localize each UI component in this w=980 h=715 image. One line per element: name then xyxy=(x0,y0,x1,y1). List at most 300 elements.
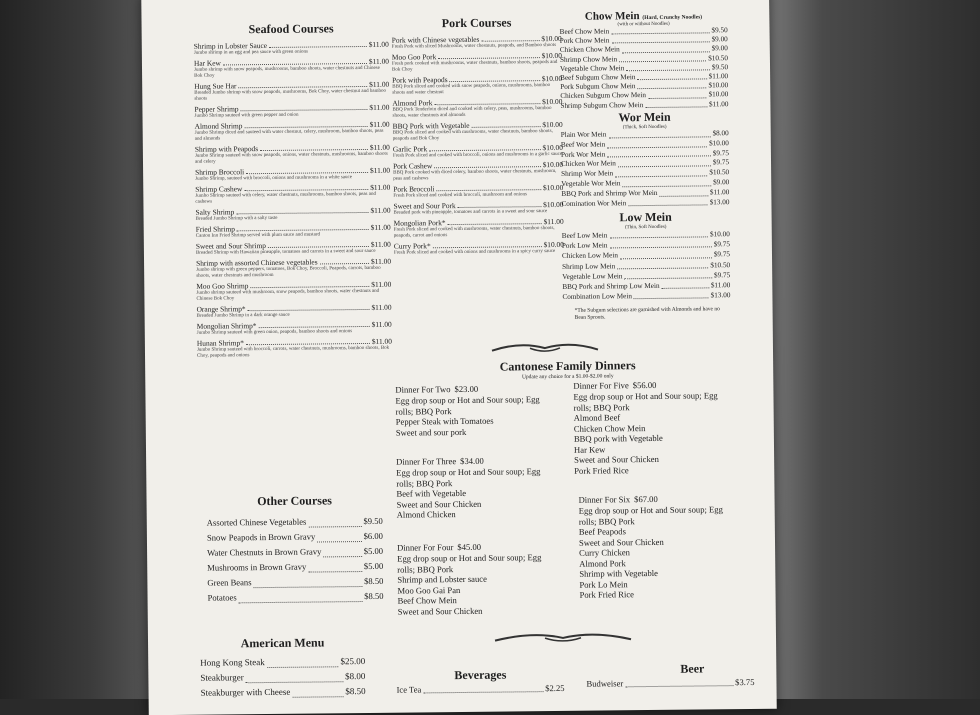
menu-item-price: $11.00 xyxy=(371,240,391,249)
menu-item-price: $11.00 xyxy=(709,72,729,81)
menu-item xyxy=(196,303,391,320)
dot-leader xyxy=(626,63,710,71)
menu-item xyxy=(561,198,729,210)
dot-leader xyxy=(268,240,369,248)
wormein-subtitle: (Thick, Soft Noodles) xyxy=(561,124,729,131)
menu-item-price: $10.00 xyxy=(544,240,564,249)
menu-item-name: Pork Low Mein xyxy=(562,241,608,252)
dinner-item: Har Kew xyxy=(574,443,737,455)
american-section xyxy=(200,635,366,701)
menu-item-price: $10.00 xyxy=(541,34,561,43)
chowmein-subtitle: (with or without Noodles) xyxy=(560,21,728,28)
menu-item-price: $11.00 xyxy=(369,80,389,89)
menu-item xyxy=(392,51,562,74)
chowmein-title-note: (Hard, Crunchy Noodles) xyxy=(642,14,702,21)
dot-leader xyxy=(253,574,362,588)
menu-item-row xyxy=(200,669,365,686)
dot-leader xyxy=(611,36,709,44)
menu-item-price: $10.00 xyxy=(542,143,562,152)
dot-leader xyxy=(648,91,707,99)
menu-item-description: Jumbo Shrimp sauteed with celery, water chestnuts, mushrooms, bamboo shoots, peas and cashews xyxy=(195,192,390,206)
menu-item xyxy=(195,120,390,143)
menu-item-name: Dinner For Three xyxy=(396,456,456,467)
menu-item-price: $10.00 xyxy=(710,229,730,239)
dot-leader xyxy=(622,178,711,187)
american-list xyxy=(200,654,365,701)
menu-item-name: Snow Peapods in Brown Gravy xyxy=(207,530,316,546)
dot-leader xyxy=(246,166,368,174)
menu-item-name: Shrimp Subgum Chow Mein xyxy=(560,101,643,111)
menu-item-price: $10.00 xyxy=(543,160,563,169)
dot-leader xyxy=(607,139,707,148)
menu-item-price: $11.00 xyxy=(372,337,392,346)
dot-leader xyxy=(246,337,370,345)
menu-item-description: Jumbo Shrimp sauteed with green pepper and onion xyxy=(194,112,389,120)
menu-item-name: Chicken Low Mein xyxy=(562,251,618,262)
menu-item-name: Pepper Shrimp xyxy=(194,104,238,113)
menu-item-name: Shrimp Low Mein xyxy=(562,261,615,272)
menu-item-name: Curry Pork* xyxy=(394,241,431,250)
menu-item-price: $10.00 xyxy=(542,120,562,129)
menu-item xyxy=(194,57,389,80)
menu-item-row xyxy=(200,684,365,701)
menu-item-price: $11.00 xyxy=(710,188,730,198)
menu-item-name: Sweet and Sour Shrimp xyxy=(196,241,266,251)
dinner-item: Beef Chow Mein xyxy=(398,594,558,606)
dot-leader xyxy=(634,291,709,300)
menu-item-name: Dinner For Six xyxy=(579,494,631,505)
lowmein-title: Low Mein xyxy=(562,209,730,226)
dot-leader xyxy=(438,51,539,59)
menu-item-price: $45.00 xyxy=(457,542,481,552)
menu-item-description: Fresh Pork sliced and cooked with mushrooms, water chestnuts, bamboo shoots, peapods, carrot and onions xyxy=(394,226,564,240)
seafood-section xyxy=(194,21,393,362)
menu-item-name: Hunan Shrimp* xyxy=(197,338,244,347)
menu-item-name: Beef Low Mein xyxy=(562,230,608,241)
dinner-item: Almond Beef xyxy=(574,411,737,423)
beverages-list xyxy=(396,682,564,696)
menu-item xyxy=(194,40,389,57)
menu-item-price: $10.00 xyxy=(542,51,562,60)
seafood-list xyxy=(194,40,392,360)
menu-item-price: $10.00 xyxy=(543,183,563,192)
dinner-item: Beef Peapods xyxy=(579,525,742,537)
dot-leader xyxy=(637,82,706,90)
dot-leader xyxy=(320,257,369,265)
menu-item-description: Fresh Pork with sliced Mushrooms, water chestnuts, peapods, and Bamboo shoots xyxy=(392,43,562,51)
cantonese-subtitle: Update any choice for a $1.00-$2.00 only xyxy=(395,372,740,382)
menu-item-name: Ice Tea xyxy=(396,683,421,695)
menu-item-description: Jumbo shrimp sauteed with mushroom, snow peapods, bamboo shoots, water chestnuts and Chinese Bok Choy xyxy=(196,289,391,303)
menu-item xyxy=(195,183,390,206)
menu-item-price: $8.50 xyxy=(364,574,383,589)
dot-leader xyxy=(437,183,541,191)
menu-item-price: $11.00 xyxy=(371,280,391,289)
dinner-item: Shrimp with Vegetable xyxy=(579,567,742,579)
menu-item-name: Moo Goo Shrimp xyxy=(196,281,248,291)
menu-item-price: $11.00 xyxy=(371,303,391,312)
dot-leader xyxy=(323,544,361,557)
menu-item-description: Fresh pork cooked with mushrooms, water chestnuts, bamboo shoots, peapods and Bok Choy xyxy=(392,60,562,74)
menu-item-price: $9.50 xyxy=(363,514,382,529)
menu-item xyxy=(196,280,391,303)
menu-item xyxy=(562,290,730,302)
menu-item-name: Shrimp Chow Mein xyxy=(560,55,617,65)
dot-leader xyxy=(450,74,540,82)
chowmein-section xyxy=(559,9,728,111)
menu-item-price: $9.00 xyxy=(712,35,728,44)
dinner-items xyxy=(579,504,743,600)
menu-item-price: $13.00 xyxy=(710,198,730,208)
menu-item-name: Mushrooms in Brown Gravy xyxy=(207,560,306,576)
menu-item-name: Hong Kong Steak xyxy=(200,655,265,671)
menu-item-row xyxy=(562,290,730,302)
cantonese-section xyxy=(395,357,740,382)
dot-leader xyxy=(471,120,540,128)
menu-item-name: BBQ Pork and Shrimp Wor Mein xyxy=(561,189,657,200)
dot-leader xyxy=(423,682,543,693)
dinner-items xyxy=(397,552,558,617)
menu-item-price: $11.00 xyxy=(370,206,390,215)
dot-leader xyxy=(238,80,367,88)
menu-item-price: $67.00 xyxy=(634,494,658,504)
dinner-item: Sweet and Sour Chicken xyxy=(574,453,737,465)
menu-item-price: $10.00 xyxy=(709,91,729,100)
beverages-title: Beverages xyxy=(396,667,564,684)
wormein-list xyxy=(561,129,730,209)
other-title: Other Courses xyxy=(206,493,382,510)
menu-item-price: $11.00 xyxy=(544,217,564,226)
menu-item-price: $11.00 xyxy=(371,223,391,232)
menu-item-name: Shrimp Wor Mein xyxy=(561,170,613,180)
menu-item-description: Breaded Jumbo shrimp with snow peapods, mushrooms, Bok Choy, water chestnut and bamboo shoots xyxy=(194,89,389,103)
menu-item-description: Jumbo shrimp in an egg and pea sauce with green onions xyxy=(194,49,389,57)
dinner-items xyxy=(395,394,555,438)
dinner-item: Chicken Chow Mein xyxy=(574,422,737,434)
menu-item-name: Pork Chow Mein xyxy=(560,37,610,47)
dinner-item: Curry Chicken xyxy=(579,546,742,558)
menu-item-price: $11.00 xyxy=(369,103,389,112)
other-list xyxy=(207,514,384,606)
dot-leader xyxy=(615,169,707,178)
menu-item-price: $9.50 xyxy=(711,26,727,35)
dot-leader xyxy=(237,223,369,231)
menu-item-name: Chicken Wor Mein xyxy=(561,160,616,170)
menu-item xyxy=(207,589,383,606)
menu-item xyxy=(393,160,563,183)
menu-item xyxy=(392,74,562,97)
menu-item-price: $3.75 xyxy=(735,676,754,688)
dot-leader xyxy=(241,103,368,111)
dinner-item: Sweet and Sour Chicken xyxy=(579,536,742,548)
menu-item-description: Jumbo Shrimp diced and sauteed with water chestnut, celery, mushroom, bamboo shoots, peas and almonds xyxy=(195,129,390,143)
menu-item-price: $8.00 xyxy=(345,669,365,684)
menu-item xyxy=(392,97,562,120)
dot-leader xyxy=(622,45,710,53)
dot-leader xyxy=(434,160,541,168)
menu-item-price: $8.50 xyxy=(345,684,365,699)
menu-item-price: $10.50 xyxy=(709,168,729,178)
menu-item xyxy=(200,669,365,686)
menu-item-row xyxy=(396,682,564,696)
menu-item-price: $56.00 xyxy=(633,380,657,390)
dinner-for-five xyxy=(573,379,737,476)
menu-item-price: $11.00 xyxy=(369,57,389,66)
menu-item-price: $9.75 xyxy=(714,239,730,249)
menu-item-price: $9.75 xyxy=(714,250,730,260)
dot-leader xyxy=(244,183,368,191)
menu-item-price: $10.50 xyxy=(708,54,728,63)
menu-item-description: Jumbo Shrimp sauteed with green onion, peapods, bamboo shoots and onions xyxy=(197,329,392,337)
menu-item-name: Steakburger xyxy=(200,670,243,685)
menu-item-price: $34.00 xyxy=(460,456,484,466)
menu-item-price: $10.00 xyxy=(542,97,562,106)
menu-item-description: Jumbo shrimp with snow peapods, mushrooms, bamboo shoots, water chestnuts and Chinese Bok Choy xyxy=(194,66,389,80)
menu-item-price: $11.00 xyxy=(371,257,391,266)
dot-leader xyxy=(624,270,712,279)
menu-item-price: $23.00 xyxy=(454,384,478,394)
menu-item xyxy=(393,120,563,143)
beer-list xyxy=(586,676,754,690)
dot-leader xyxy=(246,669,344,683)
menu-item xyxy=(586,676,754,690)
dinner-item: Pork Fried Rice xyxy=(574,464,737,476)
dot-leader xyxy=(659,188,707,196)
dinner-items xyxy=(573,390,737,476)
menu-item xyxy=(196,240,391,257)
menu-item-price: $11.00 xyxy=(370,183,390,192)
dot-leader xyxy=(429,143,540,151)
menu-item-price: $9.00 xyxy=(712,45,728,54)
dinner-item: Egg drop soup or Hot and Sour soup; Egg rolls; BBQ Pork xyxy=(573,390,736,413)
menu-item-price: $10.00 xyxy=(709,139,729,149)
other-section xyxy=(206,493,383,606)
menu-item-price: $5.00 xyxy=(364,559,383,574)
menu-item-price: $2.25 xyxy=(545,682,564,694)
subgum-note: *The Subgum selections are garnished with Almonds and have no Bean Sprouts. xyxy=(575,307,721,323)
menu-item xyxy=(200,684,365,701)
dot-leader xyxy=(607,149,710,158)
dinner-for-three xyxy=(396,455,557,520)
menu-item xyxy=(394,240,564,257)
menu-item xyxy=(393,200,563,217)
dinner-item: Pork Fried Rice xyxy=(579,588,742,600)
menu-item xyxy=(195,143,390,166)
menu-item-price: $11.00 xyxy=(369,40,389,49)
chowmein-title: Chow Mein xyxy=(585,10,640,23)
dinner-item: Moo Goo Gai Pan xyxy=(397,583,557,595)
menu-item-name: Pork with Chinese vegetables xyxy=(392,35,480,45)
menu-item-row xyxy=(561,198,729,210)
menu-item-name: Pork Broccoli xyxy=(393,184,434,193)
dot-leader xyxy=(308,559,362,573)
menu-item-name: Beef Subgum Chow Mein xyxy=(560,73,635,83)
menu-item-price: $5.00 xyxy=(364,544,383,559)
dinner-item: Beef with Vegetable xyxy=(396,487,556,499)
menu-item xyxy=(393,183,563,200)
menu-item-name: Hung Sue Har xyxy=(194,81,236,90)
dot-leader xyxy=(618,159,711,168)
dinner-item: BBQ pork with Vegetable xyxy=(574,432,737,444)
menu-item-name: Sweet and Sour Pork xyxy=(393,201,455,211)
menu-item-description: Breaded Shrimp with Hawaiian pineapple, tomatoes and carrots in a sweet and sour sauce xyxy=(196,249,391,257)
menu-item xyxy=(195,166,390,183)
seafood-title: Seafood Courses xyxy=(194,21,389,38)
dot-leader xyxy=(609,240,711,249)
menu-item-name: Comination Wor Mein xyxy=(561,199,626,209)
menu-item-name: Almond Shrimp xyxy=(195,121,243,131)
menu-item-price: $13.00 xyxy=(711,290,731,300)
menu-item-name: Beef Wor Mein xyxy=(561,140,606,150)
flourish-ornament xyxy=(490,341,600,356)
menu-item-price: $8.00 xyxy=(713,129,729,139)
menu-item-description: Jumbo shrimp with green peppers, tomatoes, Bok Choy, Broccoli, Peapods, carrots, bamboo shoots, water chestnuts and mushroom xyxy=(196,266,391,280)
menu-item-row xyxy=(207,589,383,606)
menu-item-price: $11.00 xyxy=(370,143,390,152)
dot-leader xyxy=(258,320,369,328)
menu-item-name: Pork Wor Mein xyxy=(561,150,606,160)
menu-item-description: BBQ Pork cooked with diced celery, bamboo shoots, water chestnuts, mushroom, peas and cashews xyxy=(393,169,563,183)
dinner-item: Almond Pork xyxy=(579,557,742,569)
menu-item-name: Chicken Subgum Chow Mein xyxy=(560,91,646,101)
menu-item xyxy=(194,80,389,103)
dinner-item: Shrimp and Lobster sauce xyxy=(397,573,557,585)
menu-item-name: Moo Goo Pork xyxy=(392,52,436,61)
menu-item-description: Breaded pork with pineapple, tomatoes and carrots in a sweet and sour sauce xyxy=(394,209,564,217)
dot-leader xyxy=(628,198,708,207)
dinner-item: Egg drop soup or Hot and Sour soup; Egg rolls; BBQ Pork xyxy=(579,504,742,527)
menu-item-name: Dinner For Two xyxy=(395,384,450,395)
dot-leader xyxy=(308,514,361,528)
menu-item-description: BBQ Pork sliced and cooked with mushrooms, water chestnuts, bamboo shoots, peapods and Bok Choy xyxy=(393,129,563,143)
menu-item-name: Plain Wor Mein xyxy=(561,130,607,140)
beer-title: Beer xyxy=(586,661,754,678)
lowmein-list xyxy=(562,229,731,302)
dinner-item: Pork Lo Mein xyxy=(579,578,742,590)
american-title: American Menu xyxy=(200,635,365,652)
dot-leader xyxy=(248,303,370,311)
menu-item-row xyxy=(586,676,754,690)
menu-item-price: $10.00 xyxy=(708,81,728,90)
menu-item-description: Jumbo Shrimp sauteed with broccoli, carrots, water chestnuts, mushrooms, bamboo shoots, Bok Choy, peapods and onions xyxy=(197,346,392,360)
menu-item-price: $9.75 xyxy=(713,159,729,169)
dot-leader xyxy=(236,206,368,214)
menu-item xyxy=(194,103,389,120)
dot-leader xyxy=(637,72,706,80)
menu-item-name: Vegetable Low Mein xyxy=(562,271,622,282)
dinner-item: Sweet and Sour Chicken xyxy=(397,497,557,509)
dot-leader xyxy=(269,40,367,48)
dot-leader xyxy=(617,260,708,269)
dot-leader xyxy=(244,120,367,128)
menu-item-description: Canton Inn Fried Shrimp served with plum sauce and mustard xyxy=(196,232,391,240)
menu-item-price: $9.75 xyxy=(713,149,729,159)
menu-item-name: Beef Chow Mein xyxy=(560,27,610,37)
menu-item-name: Orange Shrimp* xyxy=(196,304,245,314)
menu-item-name: Dinner For Five xyxy=(573,380,628,391)
menu-item-description: Fresh Pork sliced and cooked with broccoli, mushroom and onions xyxy=(393,192,563,200)
dot-leader xyxy=(645,100,707,108)
dot-leader xyxy=(239,589,363,603)
dot-leader xyxy=(608,129,710,138)
dot-leader xyxy=(662,280,709,289)
menu-item-name: Garlic Pork xyxy=(393,144,427,153)
dot-leader xyxy=(609,229,708,238)
menu-item-name: Pork Subgum Chow Mein xyxy=(560,82,635,92)
beer-section xyxy=(586,661,754,690)
menu-item-price: $11.00 xyxy=(370,120,390,129)
menu-paper xyxy=(141,0,777,715)
dot-leader xyxy=(448,217,542,225)
dot-leader xyxy=(619,54,706,62)
menu-item-price: $11.00 xyxy=(370,166,390,175)
menu-item-name: Shrimp in Lobster Sauce xyxy=(194,41,267,51)
menu-item-name: Combination Low Mein xyxy=(562,291,632,302)
dinner-item: Sweet and sour pork xyxy=(396,425,556,437)
chowmein-list xyxy=(560,26,729,111)
menu-item-name: Mongolian Pork* xyxy=(394,218,446,228)
dot-leader xyxy=(625,676,733,687)
menu-item-name: Chicken Chow Mein xyxy=(560,46,620,56)
pork-list xyxy=(392,34,564,257)
dot-leader xyxy=(458,200,542,208)
menu-item-price: $11.00 xyxy=(372,320,392,329)
dot-leader xyxy=(481,34,539,42)
dark-background-right xyxy=(770,0,980,699)
dinner-items xyxy=(396,466,557,520)
menu-item-price: $6.00 xyxy=(364,529,383,544)
menu-item-name: Steakburger with Cheese xyxy=(200,685,290,701)
menu-item-price: $10.00 xyxy=(543,200,563,209)
menu-item-name: Assorted Chinese Vegetables xyxy=(207,515,307,531)
menu-item-price: $25.00 xyxy=(340,654,365,669)
menu-item xyxy=(200,654,365,671)
menu-item xyxy=(393,143,563,160)
dot-leader xyxy=(292,684,343,698)
menu-item-description: Breaded Jumbo Shrimp with a salty taste xyxy=(196,215,391,223)
menu-item-name: Shrimp Cashew xyxy=(195,184,242,193)
menu-item-description: Breaded Jumbo Shrimp in a dark orange sauce xyxy=(197,312,392,320)
menu-item-price: $9.50 xyxy=(712,63,728,72)
menu-item-name: Vegetable Chow Mein xyxy=(560,64,624,74)
menu-item-name: BBQ Pork and Shrimp Low Mein xyxy=(562,281,659,292)
menu-item-price: $8.50 xyxy=(364,589,383,604)
menu-item-name: Shrimp with Peapods xyxy=(195,144,258,154)
wormein-title: Wor Mein xyxy=(560,109,728,126)
dinner-for-six xyxy=(579,493,743,600)
menu-item-description: Jumbo Shrimp, sauteed with broccoli, onions and mushrooms in a white sauce xyxy=(195,175,390,183)
menu-item-row xyxy=(200,654,365,671)
menu-item-description: Fresh Pork sliced and cooked with broccoli, onions and mushrooms in a garlic sauce xyxy=(393,152,563,160)
menu-item-name: BBQ Pork with Vegetable xyxy=(393,121,470,131)
dinner-item: Pepper Steak with Tomatoes xyxy=(396,415,556,427)
pork-section xyxy=(391,15,564,259)
menu-item-description: Jumbo Shrimp sauteed with snow peapods, onions, water chestnuts, mushrooms, bamboo shoots and celery xyxy=(195,152,390,166)
menu-item-description: Fresh Pork sliced and cooked with onions and mushrooms in a spicy curry sauce xyxy=(394,249,564,257)
menu-item-name: Vegetable Wor Mein xyxy=(561,179,620,189)
flourish-ornament-bottom xyxy=(493,630,633,645)
menu-item-price: $10.00 xyxy=(542,74,562,83)
menu-item-price: $11.00 xyxy=(709,100,729,109)
dot-leader xyxy=(611,26,709,34)
menu-item-name: Shrimp with assorted Chinese vegetables xyxy=(196,257,318,267)
dot-leader xyxy=(267,654,339,668)
dinner-item: Egg drop soup or Hot and Sour soup; Egg rolls; BBQ Pork xyxy=(395,394,555,417)
dark-background-left xyxy=(0,0,150,699)
menu-item-description: BBQ Pork Tenderloin diced and cooked with celery, peas, mushrooms, bamboo shoots, water chestnuts and almonds xyxy=(392,106,562,120)
wormein-section xyxy=(560,109,729,209)
dot-leader xyxy=(260,143,368,151)
